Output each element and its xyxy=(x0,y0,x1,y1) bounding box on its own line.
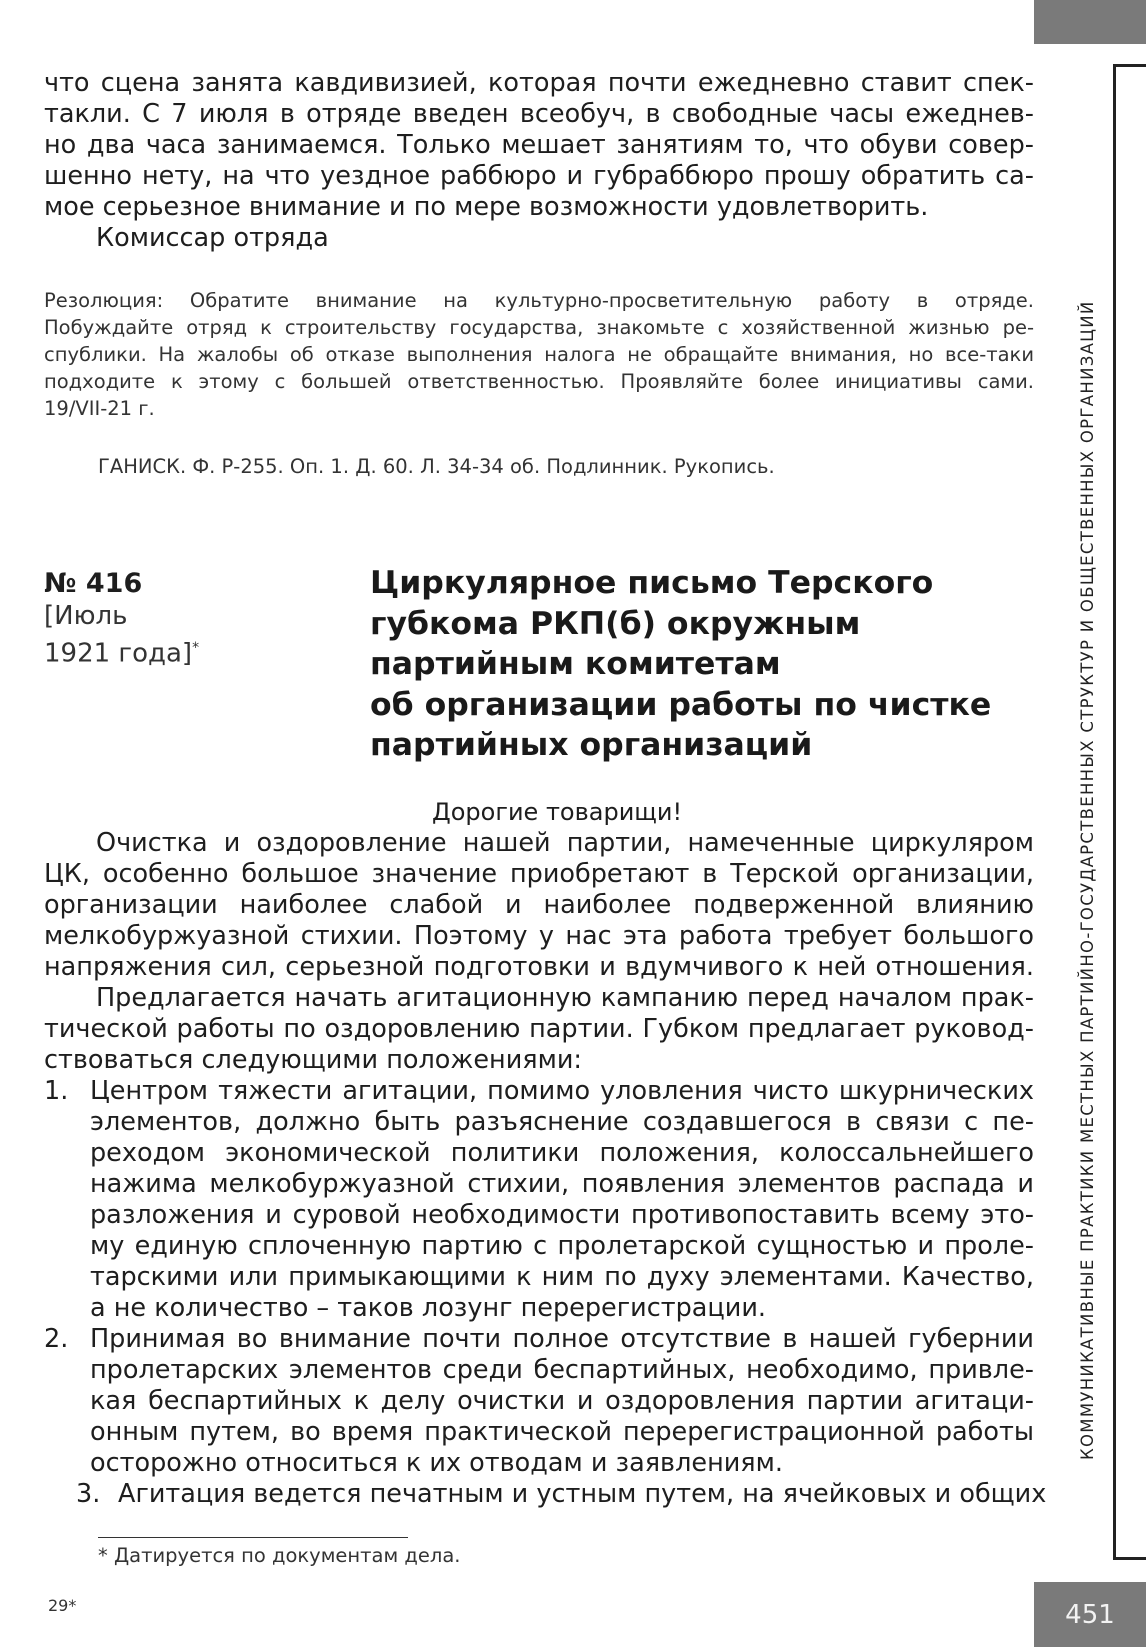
text-line: тической работы по оздоровлению партии. Губком предлагает руковод- xyxy=(44,1014,1034,1044)
title-line: партийных организаций xyxy=(370,727,813,764)
list-number: 3. xyxy=(76,1479,101,1509)
text-line: Предлагается начать агитационную кампанию перед началом прак- xyxy=(96,983,1034,1013)
list-item-line: нажима мелкобуржуазной стихии, появления элементов распада и xyxy=(90,1169,1034,1199)
list-item-line: му единую сплоченную партию с пролетарской сущностью и проле- xyxy=(90,1231,1034,1261)
footnote-mark: * xyxy=(192,640,200,656)
title-line: об организации работы по чистке xyxy=(370,686,992,723)
list-item-line: Агитация ведется печатным и устным путем, на ячейковых и общих xyxy=(118,1479,1047,1509)
footnote-rule xyxy=(98,1537,408,1538)
title-line: партийным комитетам xyxy=(370,646,781,683)
list-item-line: онным путем, во время практической перерегистрационной работы xyxy=(90,1417,1034,1447)
text-line: ЦК, особенно большое значение приобретают в Терской организации, xyxy=(44,859,1034,889)
resolution-line: 19/VII-21 г. xyxy=(44,397,155,420)
title-line: губкома РКП(б) окружным xyxy=(370,605,861,642)
list-number: 1. xyxy=(44,1076,69,1106)
page-number: 451 xyxy=(1034,1582,1146,1647)
list-item-line: реходом экономической политики положения, колоссальнейшего xyxy=(90,1138,1034,1168)
title-line: Циркулярное письмо Терского xyxy=(370,565,934,601)
resolution-line: спублики. На жалобы об отказе выполнения налога не обращайте внимания, но все-таки xyxy=(44,343,1034,366)
printer-signature: 29* xyxy=(48,1596,77,1615)
text-line: Очистка и оздоровление нашей партии, намеченные циркуляром xyxy=(96,828,1034,858)
date-line: [Июль xyxy=(44,601,128,631)
list-item-line: разложения и суровой необходимости противопоставить всему это- xyxy=(90,1200,1034,1230)
running-title: КОММУНИКАТИВНЫЕ ПРАКТИКИ МЕСТНЫХ ПАРТИЙНО-ГОСУДАРСТВЕННЫХ СТРУКТУР И ОБЩЕСТВЕННЫХ ОРГАНИЗАЦИЙ xyxy=(1078,300,1097,1460)
text-line: что сцена занята кавдивизией, которая почти ежедневно ставит спек- xyxy=(44,68,1034,98)
text-line: ствоваться следующими положениями: xyxy=(44,1045,583,1075)
document-title xyxy=(370,563,1034,766)
list-item-line: пролетарских элементов среди беспартийных, необходимо, привле- xyxy=(90,1355,1034,1385)
list-item-line: осторожно относиться к их отводам и заявлениям. xyxy=(90,1448,783,1478)
list-item-line: Центром тяжести агитации, помимо уловления чисто шкурнических xyxy=(90,1076,1034,1106)
corner-tab-top xyxy=(1034,0,1146,44)
signer: Комиссар отряда xyxy=(96,223,329,253)
list-number: 2. xyxy=(44,1324,69,1354)
archive-source: ГАНИСК. Ф. Р-255. Оп. 1. Д. 60. Л. 34-34 об. Подлинник. Рукопись. xyxy=(98,455,775,478)
text-line: мое серьезное внимание и по мере возможности удовлетворить. xyxy=(44,192,929,222)
text-line: напряжения сил, серьезной подготовки и вдумчивого к ней отношения. xyxy=(44,952,1034,982)
resolution-line: Побуждайте отряд к строительству государства, знакомьте с хозяйственной жизнью ре- xyxy=(44,316,1034,339)
side-frame xyxy=(1113,64,1146,1560)
resolution-line: Резолюция: Обратите внимание на культурно-просветительную работу в отряде. xyxy=(44,289,1034,312)
list-item-line: а не количество – таков лозунг перерегистрации. xyxy=(90,1293,767,1323)
list-item-line: кая беспартийных к делу очистки и оздоровления партии агитаци- xyxy=(90,1386,1034,1416)
date-line: 1921 года] xyxy=(44,638,193,669)
footnote: * Датируется по документам дела. xyxy=(98,1544,461,1567)
document-date xyxy=(44,600,199,670)
text-line: такли. С 7 июля в отряде введен всеобуч, в свободные часы ежеднев- xyxy=(44,99,1034,129)
document-number: № 416 xyxy=(44,568,143,599)
text-line: но два часа занимаемся. Только мешает занятиям то, что обуви совер- xyxy=(44,130,1034,160)
text-line: шенно нету, на что уездное раббюро и губраббюро прошу обратить са- xyxy=(44,161,1034,191)
text-line: организации наиболее слабой и наиболее подверженной влиянию xyxy=(44,890,1034,920)
list-item-line: Принимая во внимание почти полное отсутствие в нашей губернии xyxy=(90,1324,1034,1354)
text-line: мелкобуржуазной стихии. Поэтому у нас эта работа требует большого xyxy=(44,921,1034,951)
list-item-line: тарскими или примыкающими к ним по духу элементами. Качество, xyxy=(90,1262,1034,1292)
greeting: Дорогие товарищи! xyxy=(432,798,683,826)
resolution-line: подходите к этому с большей ответственностью. Проявляйте более инициативы сами. xyxy=(44,370,1034,393)
list-item-line: элементов, должно быть разъяснение создавшегося в связи с пе- xyxy=(90,1107,1034,1137)
